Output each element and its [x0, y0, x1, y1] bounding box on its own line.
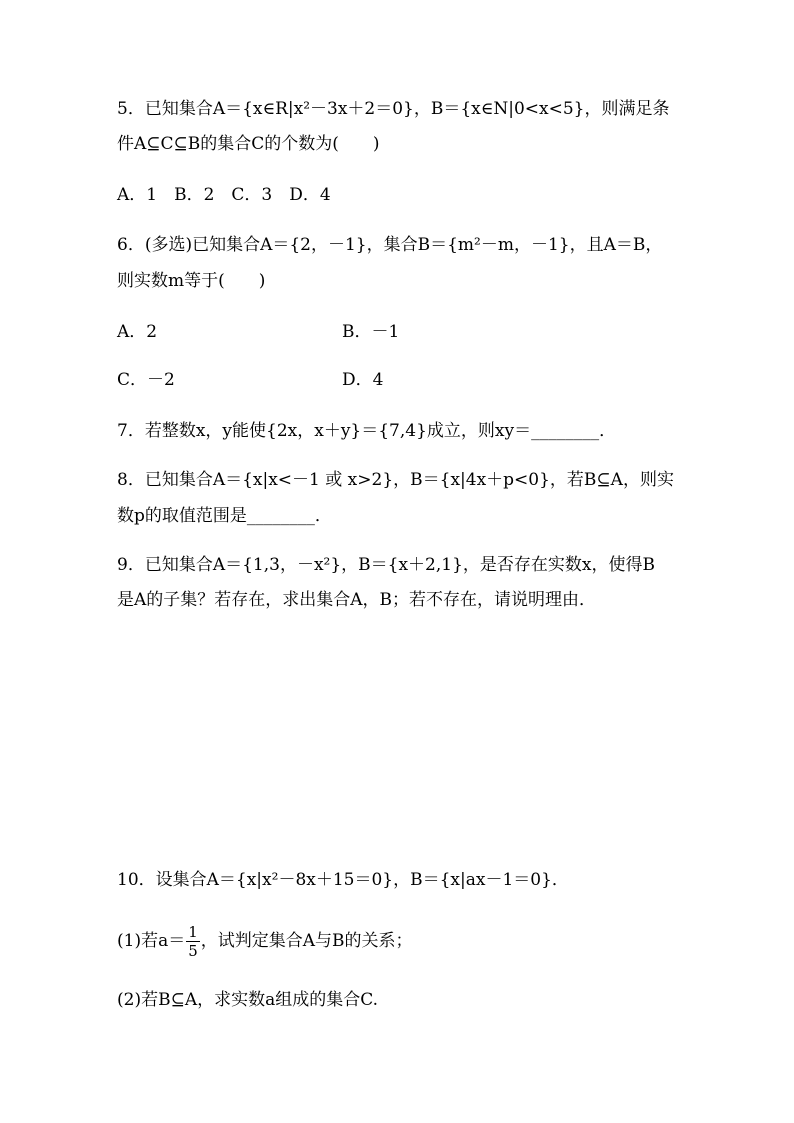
- fraction: [186, 923, 200, 960]
- q8-line-1: 8．已知集合A＝{x|x<－1 或 x>2}，B＝{x|4x＋p<0}，若B⊆A，则实: [117, 470, 674, 490]
- q6-option-a: A．2: [117, 322, 158, 342]
- q8-line-2: 数p的取值范围是________．: [117, 506, 332, 526]
- q6-line-1: 6．(多选)已知集合A＝{2，－1}，集合B＝{m²－m，－1}，且A＝B，: [117, 235, 663, 255]
- q6-line-2: 则实数m等于( ): [117, 271, 266, 291]
- q7-text: 7．若整数x，y能使{2x，x＋y}＝{7,4}成立，则xy＝________．: [117, 421, 617, 441]
- q5-line-1: 5．已知集合A＝{x∈R|x²－3x＋2＝0}，B＝{x∈N|0<x<5}，则满足条: [117, 99, 670, 119]
- q6-option-d: D．4: [342, 370, 384, 390]
- q5-line-2: 件A⊆C⊆B的集合C的个数为( ): [117, 134, 380, 154]
- q6-option-c: C．－2: [117, 370, 175, 390]
- q10-part-1-suffix: ，试判定集合A与B的关系；: [200, 931, 413, 951]
- fraction-denominator: 5: [188, 942, 198, 960]
- q10-part-1-prefix: (1)若a＝: [117, 931, 186, 951]
- q9-line-2: 是A的子集？若存在，求出集合A，B；若不存在，请说明理由．: [117, 590, 597, 610]
- q10-part-1: [117, 921, 413, 961]
- q10-line-1: 10．设集合A＝{x|x²－8x＋15＝0}，B＝{x|ax－1＝0}．: [117, 870, 569, 890]
- q5-options: A．1 B．2 C．3 D．4: [117, 185, 331, 205]
- q9-line-1: 9．已知集合A＝{1,3，－x²}，B＝{x＋2,1}，是否存在实数x，使得B: [117, 555, 655, 575]
- q10-part-2: (2)若B⊆A，求实数a组成的集合C.: [117, 990, 379, 1010]
- q6-option-b: B．－1: [342, 322, 400, 342]
- fraction-numerator: 1: [188, 923, 198, 941]
